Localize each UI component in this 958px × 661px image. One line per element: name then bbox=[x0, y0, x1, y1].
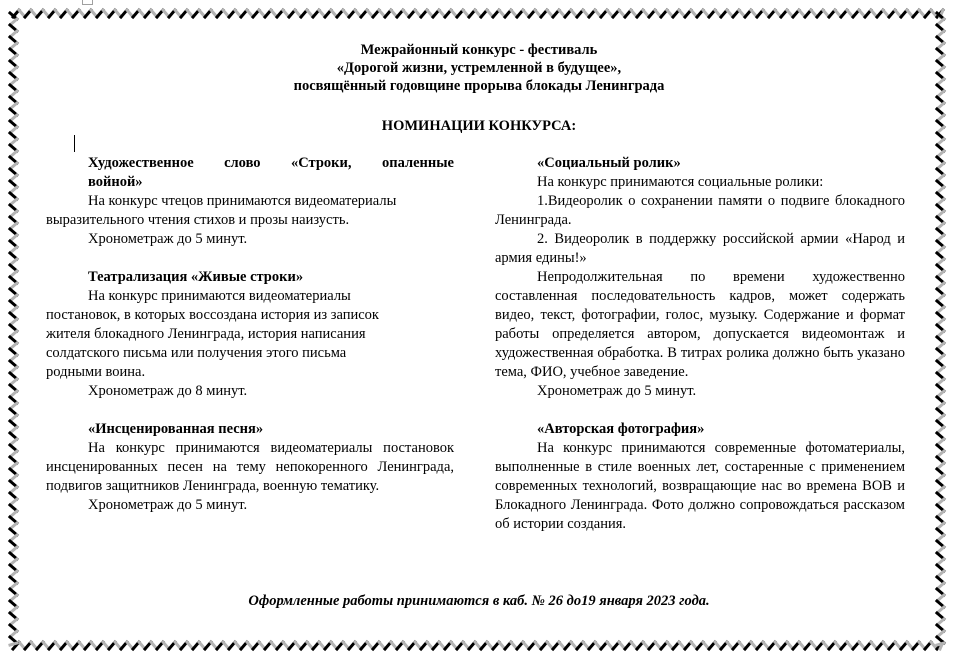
nomination-item: 2. Видеоролик в поддержку российской армии «Народ и армия едины!» bbox=[495, 231, 905, 266]
title-line: Межрайонный конкурс - фестиваль bbox=[360, 42, 598, 58]
nomination-staged-song bbox=[46, 420, 454, 515]
nomination-title-cont: войной» bbox=[88, 174, 143, 190]
right-column bbox=[495, 154, 905, 534]
document-title bbox=[0, 41, 958, 95]
nomination-title: Художественное слово «Строки, опаленные bbox=[88, 155, 454, 171]
nomination-duration: Хронометраж до 8 минут. bbox=[88, 383, 248, 399]
nomination-duration: Хронометраж до 5 минут. bbox=[537, 383, 697, 399]
nomination-text: На конкурс чтецов принимаются видеоматериалы bbox=[88, 193, 397, 209]
text-cursor bbox=[74, 135, 75, 152]
nomination-text: постановок, в которых воссоздана история из записок bbox=[46, 307, 379, 323]
nomination-text: выразительного чтения стихов и прозы наизусть. bbox=[46, 212, 350, 228]
nomination-text: На конкурс принимаются современные фотоматериалы, выполненные в стиле военных лет, состаренные с применением современных технологий, возвращающие нас во времена ВОВ и Блокадного Ленинграда. Фото должно сопровождаться рассказом об истории создания. bbox=[495, 440, 905, 532]
left-column bbox=[46, 154, 454, 515]
nomination-text: солдатского письма или получения этого письма bbox=[46, 345, 347, 361]
submission-note: Оформленные работы принимаются в каб. № 26 до19 января 2023 года. bbox=[248, 593, 710, 609]
nomination-social-video bbox=[495, 154, 905, 401]
nominations-heading: НОМИНАЦИИ КОНКУРСА: bbox=[381, 118, 577, 134]
nomination-title: Театрализация «Живые строки» bbox=[88, 269, 304, 285]
nomination-artistic-word bbox=[46, 154, 454, 249]
nomination-duration: Хронометраж до 5 минут. bbox=[88, 497, 248, 513]
title-line: посвящённый годовщине прорыва блокады Ленинграда bbox=[293, 78, 665, 94]
nomination-title: «Социальный ролик» bbox=[537, 155, 681, 171]
nomination-text: Непродолжительная по времени художественно составленная последовательность кадров, может содержать видео, текст, фотографии, голос, музыку. Содержание и формат работы определяется автором, допускается видеомонтаж и художественная обработка. В титрах ролика должно быть указано тема, ФИО, учебное заведение. bbox=[495, 269, 905, 380]
nomination-author-photo bbox=[495, 420, 905, 534]
nomination-title: «Инсценированная песня» bbox=[88, 421, 264, 437]
nomination-text: жителя блокадного Ленинграда, история написания bbox=[46, 326, 366, 342]
nomination-text: На конкурс принимаются видеоматериалы постановок инсценированных песен на тему непокоренного Ленинграда, подвигов защитников Ленинграда, военную тематику. bbox=[46, 440, 454, 494]
nomination-theatre bbox=[46, 268, 454, 401]
title-line: «Дорогой жизни, устремленной в будущее», bbox=[336, 60, 622, 76]
nomination-text: На конкурс принимаются видеоматериалы bbox=[88, 288, 351, 304]
nomination-item: 1.Видеоролик о сохранении памяти о подвиге блокадного Ленинграда. bbox=[495, 193, 905, 228]
nomination-title: «Авторская фотография» bbox=[537, 421, 705, 437]
nomination-text: родными воина. bbox=[46, 364, 146, 380]
nomination-duration: Хронометраж до 5 минут. bbox=[88, 231, 248, 247]
nomination-intro: На конкурс принимаются социальные ролики: bbox=[537, 174, 824, 190]
